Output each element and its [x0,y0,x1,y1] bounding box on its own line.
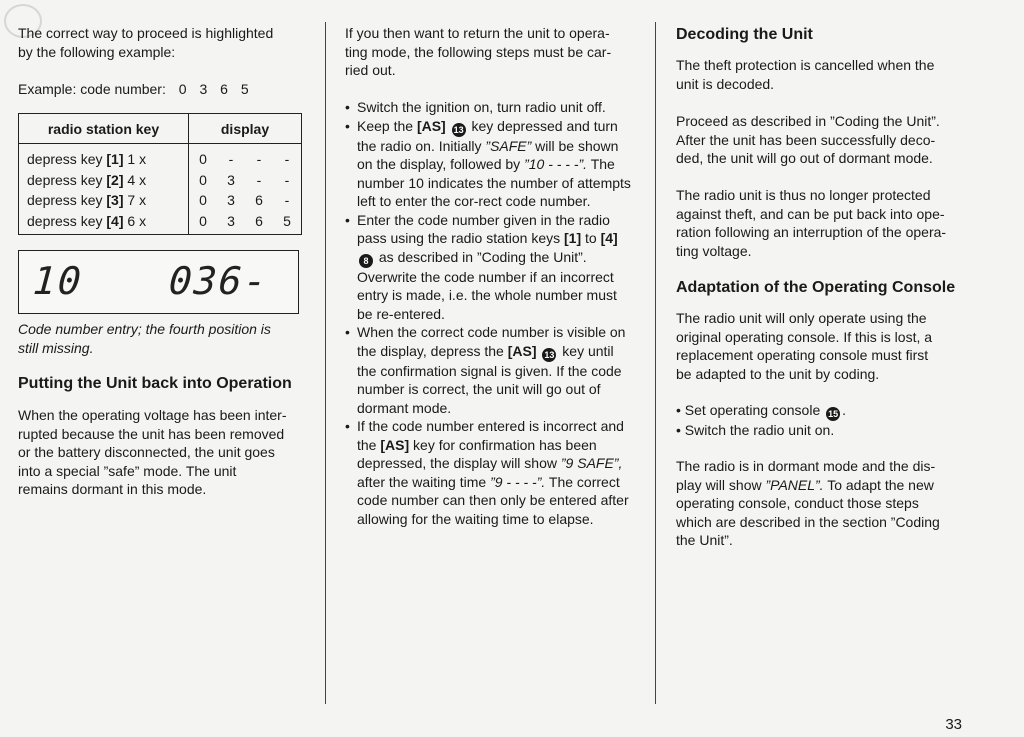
display-digit-cell: - [256,151,262,167]
display-digit-cell: 3 [227,192,235,208]
procedure-step [345,211,635,324]
step-text: will be shown on the display, followed by [357,137,619,172]
body-line: The theft protection is cancelled when the [676,57,935,73]
key-label: [AS] [380,436,410,453]
step-text: Switch the ignition on, turn radio unit off. [357,99,606,115]
display-digit-cell: - [256,171,262,188]
body-line: the Unit”. [676,532,733,548]
body-line: The radio is in dormant mode and the dis- [676,458,936,474]
body-line: unit is decoded. [676,75,775,92]
key-instruction-cell: depress key [2] 4 x [19,170,189,191]
bullet-text: Switch the radio unit on. [684,422,835,438]
section-heading-back-into-operation: Putting the Unit back into Operation [18,375,292,392]
step-text: Enter the code number given in the radio pass using the radio station keys [357,211,610,246]
procedure-steps-list [345,98,635,528]
display-digit-cell: - [273,144,302,170]
lcd-attempts-readout: 10 [31,259,85,303]
display-text: ”9 SAFE”, [560,455,623,471]
body-line: operating console, conduct those steps [676,495,919,511]
key-label: [AS] [416,117,446,134]
circled-number-icon: 8 [359,254,373,268]
procedure-step [345,417,635,528]
table-row [19,211,302,235]
display-digit-cell: 0 [199,171,207,188]
column-divider-2 [655,22,656,704]
example-digits [170,81,249,97]
body-line: After the unit has been successfully deco- [676,131,936,148]
body-line: The radio unit is thus no longer protected [676,187,931,203]
step-text: key for confirmation has been depressed, the display will show [357,436,597,471]
circled-number-icon: 13 [544,349,555,360]
body-line: ting voltage. [676,242,752,259]
section-heading-adaptation: Adaptation of the Operating Console [676,279,956,296]
display-digit-cell: 3 [217,211,245,235]
body-line: ded, the unit will go out of dormant mode. [676,150,933,166]
panel-display-text: ”PANEL”. [765,476,824,493]
display-digit-cell: 6 [255,192,263,208]
section-heading-decoding: Decoding the Unit [676,26,813,43]
step-text: to [581,230,601,246]
example-code-line [18,80,249,99]
display-digit-cell: 0 [199,151,207,167]
intro-line: ried out. [345,62,396,78]
decoding-paragraph-2 [676,112,940,168]
key-instruction-cell: depress key [3] 7 x [19,190,189,211]
display-text: ”10 - - - -”. [524,156,588,172]
lcd-code-readout: 036- [167,259,271,303]
step-text [446,118,450,134]
body-line: When the operating voltage has been inter- [18,407,287,423]
body-line: be adapted to the unit by coding. [676,365,880,382]
circled-number-icon: 15 [828,409,839,419]
display-digit-cell: 5 [273,211,302,235]
display-digit-cell: 0 [199,192,207,208]
example-digit: 3 [199,81,208,97]
decoding-paragraph-1 [676,56,934,93]
key-instruction-cell: depress key [1] 1 x [19,144,189,170]
table-row [19,144,302,170]
page-number: 33 [945,716,962,733]
step-text [537,343,541,359]
body-line: into a special ”safe” mode. The unit [18,462,237,479]
intro-line: ting mode, the following steps must be car- [345,43,612,60]
body-line: original operating console. If this is lost, a [676,328,933,345]
step-text: The correct code number can then only be entered after allowing for the waiting time to elapse. [357,473,629,527]
table-row [19,190,302,211]
step-text: as described in ”Coding the Unit”. Overwrite the code number if an incorrect entry is made, i.e. the whole number must be re-entered. [357,248,617,322]
display-digit-cell: 3 [227,171,235,188]
column-divider-1 [325,22,326,704]
display-digit-cell: - [273,170,302,191]
key-label: [AS] [507,342,537,359]
example-digit: 0 [178,81,187,97]
intro-line: by the following example: [18,43,176,60]
table-row [19,170,302,191]
bullet-text: Set operating console [684,402,821,418]
body-line: ration following an interruption of the opera- [676,224,947,240]
table-header-display: display [189,114,302,144]
intro-paragraph [18,24,273,61]
display-digit-cell: 6 [245,211,273,235]
middle-intro-paragraph [345,24,611,80]
adaptation-paragraph [676,309,932,383]
step-text: The number 10 indicates the number of attempts left to enter the cor-rect code number. [357,156,631,209]
bullet-item: • Set operating console 15 . [676,402,847,419]
procedure-step [345,117,635,211]
caption-line: still missing. [18,339,94,356]
body-text: play will show [676,476,766,493]
display-digit-cell: - [228,151,234,167]
display-digit-cell: 0 [189,211,218,235]
figure-caption [18,320,271,357]
section-body-back-into-operation [18,406,287,499]
body-line [676,476,940,495]
body-line: against theft, and can be put back into ope- [676,205,945,222]
body-line: The radio unit will only operate using the [676,310,927,326]
body-line: which are described in the section ”Coding [676,513,940,530]
example-digit: 5 [240,81,249,97]
body-line: rupted because the unit has been removed [18,425,285,442]
step-text: Keep the [357,117,417,134]
example-label: Example: code number: [18,81,166,97]
procedure-step [345,323,635,417]
body-text: To adapt the new [823,476,934,493]
code-entry-table [18,113,302,235]
display-text: ”9 - - - -”. [490,473,546,490]
body-line: or the battery disconnected, the unit goes [18,444,275,460]
intro-line: The correct way to proceed is highlighted [18,25,274,41]
procedure-step [345,98,635,117]
step-text: key depressed and turn the radio on. Initially [357,117,618,154]
intro-line: If you then want to return the unit to opera- [345,25,610,41]
table-header-key: radio station key [19,114,189,144]
bullet-item: • Switch the radio unit on. [676,422,835,438]
body-line: remains dormant in this mode. [18,481,207,497]
key-label: [1] [564,230,582,246]
step-text: after the waiting time [357,473,491,490]
caption-line: Code number entry; the fourth position is [18,321,271,337]
body-line: Proceed as described in ”Coding the Unit”. [676,113,940,129]
step-text: When the correct code number is visible on the display, depress the [357,324,626,359]
display-text: ”SAFE” [485,137,532,154]
step-text: key until the confirmation signal is given. If the code number is correct, the unit will go out of dormant mode. [357,342,622,416]
body-line: replacement operating console must first [676,347,929,363]
step-text: If the code number entered is incorrect and the [357,418,624,453]
circled-number-icon: 13 [453,124,464,135]
key-instruction-cell: depress key [4] 6 x [19,211,189,235]
adaptation-closing-paragraph [676,457,940,550]
display-digit-cell: - [273,190,302,211]
example-digit: 6 [220,81,228,97]
key-label: [4] [600,230,618,246]
lcd-display-illustration [18,250,299,314]
decoding-paragraph-3 [676,186,946,260]
adaptation-bullets [676,401,846,440]
